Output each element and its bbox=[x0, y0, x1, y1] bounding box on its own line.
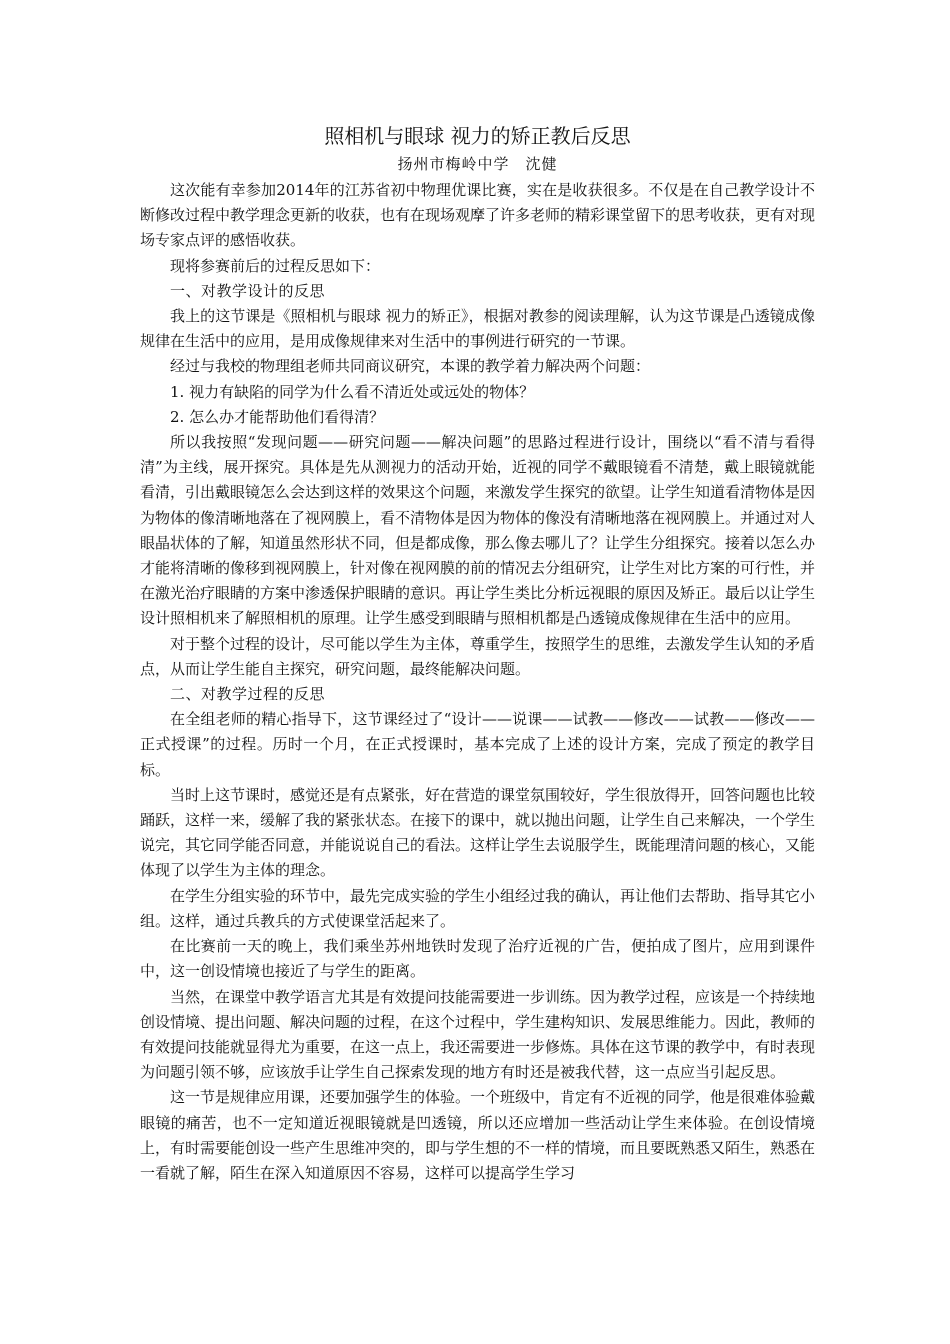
paragraph: 当时上这节课时，感觉还是有点紧张，好在营造的课堂氛围较好，学生很放得开，回答问题也比较踊跃，这样一来，缓解了我的紧张状态。在接下的课中，就以抛出问题，让学生自己来解决，一个学生说完，其它同学能否同意，并能说说自己的看法。这样让学生去说服学生，既能理清问题的核心，又能体现了以学生为主体的理念。 bbox=[140, 785, 816, 880]
paragraph: 现将参赛前后的过程反思如下： bbox=[170, 256, 381, 275]
paragraph: 在学生分组实验的环节中，最先完成实验的学生小组经过我的确认，再让他们去帮助、指导其它小组。这样，通过兵教兵的方式使课堂活起来了。 bbox=[140, 886, 816, 930]
section-heading-design: 一、对教学设计的反思 bbox=[170, 281, 326, 300]
paragraph: 在比赛前一天的晚上，我们乘坐苏州地铁时发现了治疗近视的广告，便拍成了图片，应用到课件中，这一创设情境也接近了与学生的距离。 bbox=[140, 937, 815, 981]
document-author: 扬州市梅岭中学 沈健 bbox=[397, 155, 558, 173]
paragraph: 所以我按照“发现问题——研究问题——解决问题”的思路过程进行设计，围绕以“看不清与看得清”为主线，展开探究。具体是先从测视力的活动开始，近视的同学不戴眼镜看不清楚，戴上眼镜就能看清，引出戴眼镜怎么会达到这样的效果这个问题，来激发学生探究的欲望。让学生知道看清物体是因为物体的像清晰地落在了视网膜上，看不清物体是因为物体的像没有清晰地落在视网膜上。并通过对人眼晶状体的了解，知道虽然形状不同，但是都成像，那么像去哪儿了？让学生分组探究。接着以怎么办才能将清晰的像移到视网膜上，针对像在视网膜的前的情况去分组研究，让学生对比方案的可行性，并在激光治疗眼睛的方案中渗透保护眼睛的意识。再让学生类比分析远视眼的原因及矫正。最后以让学生设计照相机来了解照相机的原理。让学生感受到眼睛与照相机都是凸透镜成像规律在生活中的应用。 bbox=[140, 433, 816, 628]
paragraph: 对于整个过程的设计，尽可能以学生为主体，尊重学生，按照学生的思维，去激发学生认知的矛盾点，从而让学生能自主探究，研究问题，最终能解决问题。 bbox=[140, 634, 816, 678]
paragraph-intro: 这次能有幸参加2014年的江苏省初中物理优课比赛，实在是收获很多。不仅是在自己教学设计不断修改过程中教学理念更新的收获，也有在现场观摩了许多老师的精彩课堂留下的思考收获，更有对现场专家点评的感悟收获。 bbox=[140, 181, 816, 250]
paragraph: 当然，在课堂中教学语言尤其是有效提问技能需要进一步训练。因为教学过程，应该是一个持续地创设情境、提出问题、解决问题的过程，在这个过程中，学生建构知识、发展思维能力。因此，教师的有效提问技能就显得尤为重要，在这一点上，我还需要进一步修炼。具体在这节课的教学中，有时表现为问题引领不够，应该放手让学生自己探索发现的地方有时还是被我代替，这一点应当引起反思。 bbox=[140, 987, 816, 1082]
paragraph: 在全组老师的精心指导下，这节课经过了“设计——说课——试教——修改——试教——修改——正式授课”的过程。历时一个月，在正式授课时，基本完成了上述的设计方案，完成了预定的教学目标。 bbox=[140, 710, 815, 779]
document-page bbox=[140, 120, 815, 1186]
list-item-question-1: 1. 视力有缺陷的同学为什么看不清近处或远处的物体？ bbox=[170, 382, 535, 401]
list-item-question-2: 2. 怎么办才能帮助他们看得清？ bbox=[170, 407, 385, 426]
section-heading-process: 二、对教学过程的反思 bbox=[170, 685, 326, 704]
paragraph: 我上的这节课是《照相机与眼球 视力的矫正》，根据对教参的阅读理解，认为这节课是凸透镜成像规律在生活中的应用，是用成像规律来对生活中的事例进行研究的一节课。 bbox=[140, 307, 815, 351]
paragraph: 经过与我校的物理组老师共同商议研究，本课的教学着力解决两个问题： bbox=[170, 357, 651, 376]
document-title: 照相机与眼球 视力的矫正教后反思 bbox=[324, 124, 631, 148]
paragraph: 这一节是规律应用课，还要加强学生的体验。一个班级中，肯定有不近视的同学，他是很难体验戴眼镜的痛苦，也不一定知道近视眼镜就是凹透镜，所以还应增加一些活动让学生来体验。在创设情境上，有时需要能创设一些产生思维冲突的，即与学生想的不一样的情境，而且要既熟悉又陌生，熟悉在一看就了解，陌生在深入知道原因不容易，这样可以提高学生学习 bbox=[140, 1088, 816, 1182]
